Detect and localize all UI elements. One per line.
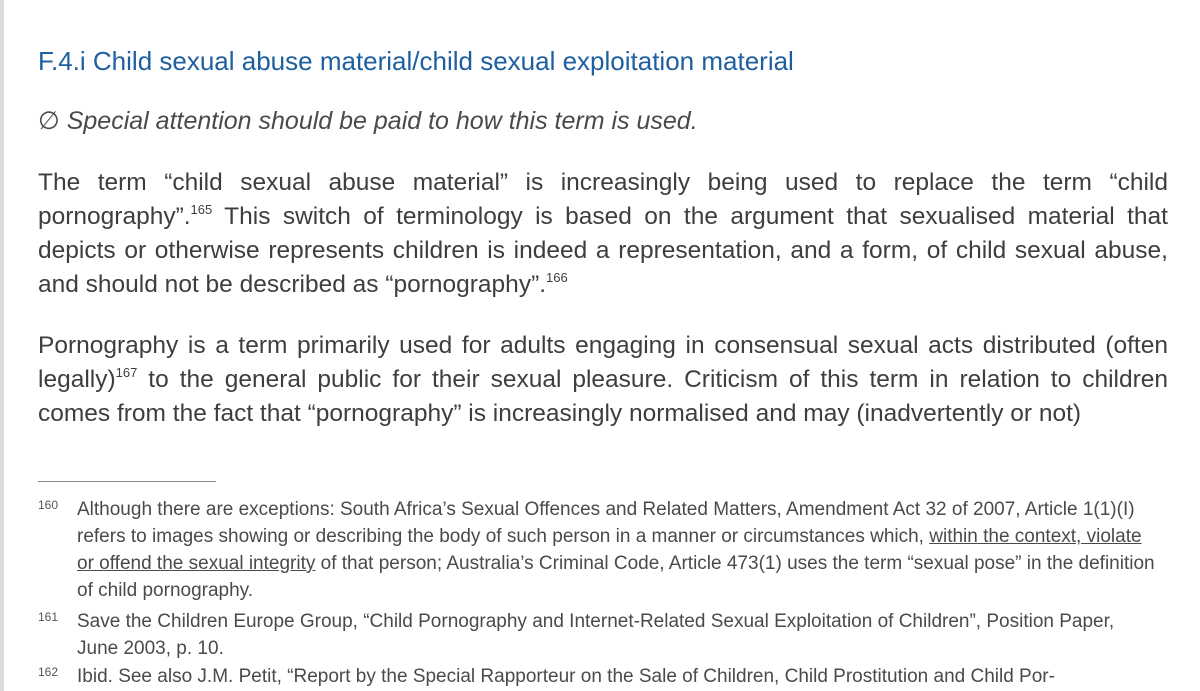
paragraph-2 (38, 329, 1168, 431)
paragraph-1-text-b: This switch of terminology is based on the argument that sexualised material that depicts or otherwise represents children is indeed a representation, and a form, of child sexual abuse, and should not be described as “pornography”. (38, 203, 1168, 298)
footnote-ref-167[interactable]: 167 (115, 365, 138, 380)
footnote-ref-165[interactable]: 165 (190, 202, 213, 217)
footnote-text: Save the Children Europe Group, “Child Pornography and Internet-Related Sexual Exploitation of Children”, Position Paper, June 2003, p. 10. (77, 611, 1115, 659)
paragraph-2-text-b: to the general public for their sexual pleasure. Criticism of this term in relation to children comes from the fact that “pornography” is increasingly normalised and may (inadvertently or not) (38, 366, 1168, 427)
footnote-text: Ibid. See also J.M. Petit, “Report by the Special Rapporteur on the Sale of Children, Child Prostitution and Child Por- (77, 666, 1055, 687)
footnote-161 (38, 608, 1168, 662)
left-margin-rule (0, 0, 4, 691)
paragraph-2-text-a: Pornography is a term primarily used for adults engaging in consensual sexual acts distributed (often legally) (38, 332, 1168, 393)
footnote-160-text-b: of that person; Australia’s Criminal Code, Article 473(1) uses the term “sexual pose” in the definition of child pornography. (77, 553, 1155, 601)
footnote-number: 160 (38, 498, 59, 512)
footnote-number: 162 (38, 665, 59, 679)
footnote-162 (38, 663, 1168, 690)
footnote-160-text-a: Although there are exceptions: South Africa’s Sexual Offences and Related Matters, Amendment Act 32 of 2007, Article 1(1)(I) refers to images showing or describing the body of such person in a manner or circumstances which, (77, 499, 1135, 547)
footnote-number: 161 (38, 610, 59, 624)
footnote-160 (38, 496, 1168, 604)
footnote-ref-166[interactable]: 166 (546, 270, 568, 285)
footnote-160-underlined-text: within the context, violate or offend the sexual integrity (77, 526, 1142, 574)
footnote-text (77, 496, 1157, 604)
paragraph-1-text-a: The term “child sexual abuse material” is increasingly being used to replace the term “child pornography”. (38, 169, 1168, 230)
paragraph-1 (38, 166, 1168, 302)
attention-note: ∅ Special attention should be paid to how this term is used. (38, 107, 698, 135)
section-heading: F.4.i Child sexual abuse material/child sexual exploitation material (38, 46, 794, 76)
footnote-separator (38, 481, 216, 482)
